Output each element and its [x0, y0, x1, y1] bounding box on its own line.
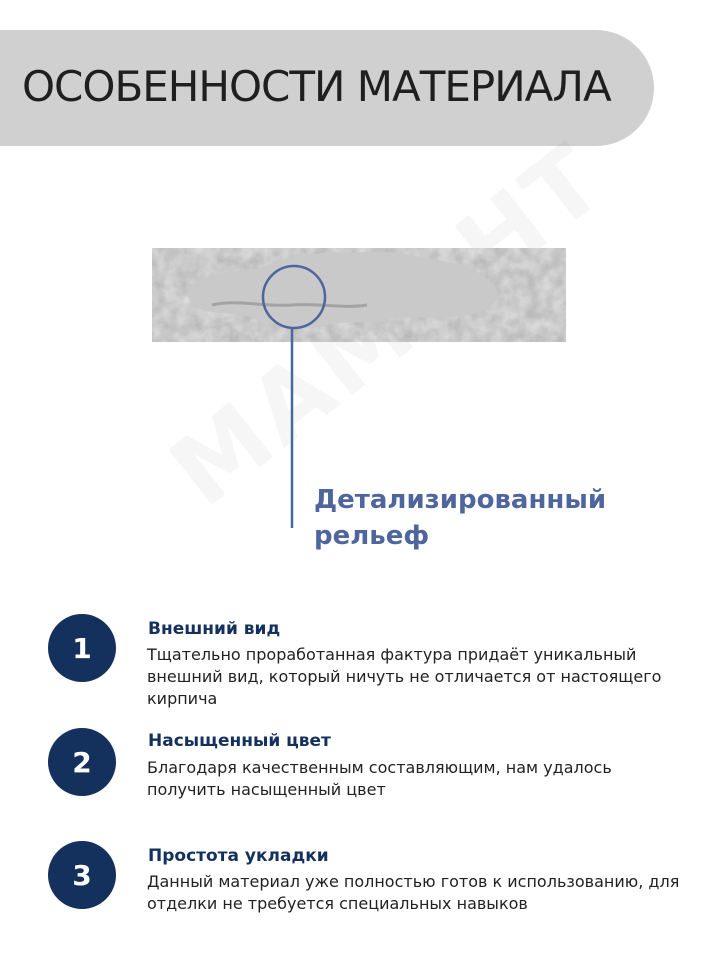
number-badge: 3: [48, 841, 116, 909]
page-title: ОСОБЕННОСТИ МАТЕРИАЛА: [22, 62, 611, 111]
feature-description: Данный материал уже полностью готов к использованию, для отделки не требуется специальных навыков: [147, 872, 680, 913]
brick-tile-image: [152, 245, 566, 343]
feature-description: Благодаря качественным составляющим, нам удалось получить насыщенный цвет: [147, 758, 612, 799]
feature-title: Внешний вид: [148, 619, 281, 639]
feature-item: [0, 726, 717, 826]
feature-title: Насыщенный цвет: [148, 731, 331, 751]
number-badge: 1: [48, 614, 116, 682]
feature-item: [0, 840, 717, 940]
feature-title: Простота укладки: [148, 846, 329, 866]
feature-description: Тщательно проработанная фактура придаёт уникальный внешний вид, который ничуть не отличается от настоящего кирпича: [147, 645, 662, 708]
callout-label: Детализированный рельеф: [314, 485, 607, 551]
feature-item: [0, 612, 717, 712]
number-badge: 2: [48, 728, 116, 796]
